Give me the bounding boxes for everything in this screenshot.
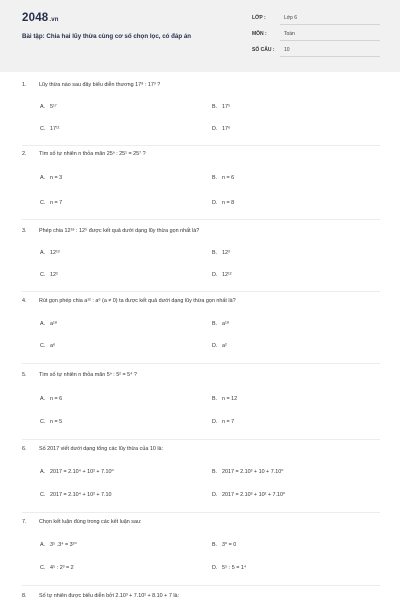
document-header [0,0,400,72]
question-text: Chọn kết luận đúng trong các kết luận sau: [39,519,142,525]
option-b[interactable]: B. 3⁰ = 0 [212,542,237,548]
question-text: Lũy thừa nào sau đây biểu diễn thương 17⁸ : 17³ ? [39,82,161,88]
question-text: Số 2017 viết dưới dạng tổng các lũy thừa của 10 là: [39,446,164,452]
option-b[interactable]: B. n = 6 [212,175,235,181]
question-text: Số tự nhiên được biểu diễn bởi 2.10³ + 7.10² + 8.10 + 7 là: [39,593,180,599]
option-a[interactable]: A. 3⁵ .3⁴ = 3²⁰ [40,542,77,548]
site-logo[interactable]: 2048.vn [22,12,59,24]
option-c[interactable]: C. a⁶ [40,343,56,349]
divider [22,439,380,440]
meta-question-count: SỐ CÂU : 10 [252,45,380,57]
option-a[interactable]: A. 12¹³ [40,250,60,256]
option-d[interactable]: D. 12¹² [212,272,232,278]
option-a[interactable]: A. 2017 = 2.10⁴ + 10² + 7.10⁰ [40,469,114,475]
option-b[interactable]: B. a¹⁸ [212,321,230,327]
option-c[interactable]: C. n = 7 [40,200,63,206]
divider [22,219,380,220]
option-c[interactable]: C. n = 5 [40,419,63,425]
question-text: Phép chia 12¹⁸ : 12⁵ được kết quả dưới dạng lũy thừa gọn nhất là? [39,228,200,234]
option-b[interactable]: B. 2017 = 2.10³ + 10 + 7.10⁰ [212,469,284,475]
option-d[interactable]: D. a² [212,343,227,349]
meta-class: LỚP : Lớp 6 [252,13,380,25]
divider [22,512,380,513]
divider [22,363,380,364]
meta-subject: MÔN : Toán [252,29,380,41]
option-c[interactable]: C. 4⁵ : 2³ = 2 [40,565,74,571]
option-d[interactable]: D. 5⁵ : 5 = 1⁴ [212,565,247,571]
divider [22,585,380,586]
option-d[interactable]: D. 2017 = 2.10³ + 10² + 7.10⁰ [212,492,286,498]
option-a[interactable]: A. n = 3 [40,175,63,181]
option-d[interactable]: D. 17⁶ [212,126,231,132]
option-a[interactable]: A. 5¹⁷ [40,104,57,110]
question-text: Rút gọn phép chia a¹² : a⁶ (a ≠ 0) ta được kết quả dưới dạng lũy thừa gọn nhất là? [39,298,236,304]
option-a[interactable]: A. a¹⁸ [40,321,58,327]
question-text: Tìm số tự nhiên n thỏa mãn 25ⁿ : 25¹ = 25⁷ ? [39,151,146,157]
option-b[interactable]: B. 17⁵ [212,104,231,110]
divider [22,291,380,292]
option-d[interactable]: D. n = 7 [212,419,235,425]
option-b[interactable]: B. 12³ [212,250,230,256]
question-text: Tìm số tự nhiên n thỏa mãn 5ⁿ : 5² = 5⁴ ? [39,372,137,378]
option-d[interactable]: D. n = 8 [212,200,235,206]
option-c[interactable]: C. 17¹¹ [40,126,60,132]
document-title: Bài tập: Chia hai lũy thừa cùng cơ số chọn lọc, có đáp án [22,33,192,40]
option-a[interactable]: A. n = 6 [40,396,63,402]
option-c[interactable]: C. 12² [40,272,58,278]
option-b[interactable]: B. n = 12 [212,396,238,402]
divider [22,145,380,146]
option-c[interactable]: C. 2017 = 2.10⁴ + 10² + 7.10 [40,492,112,498]
